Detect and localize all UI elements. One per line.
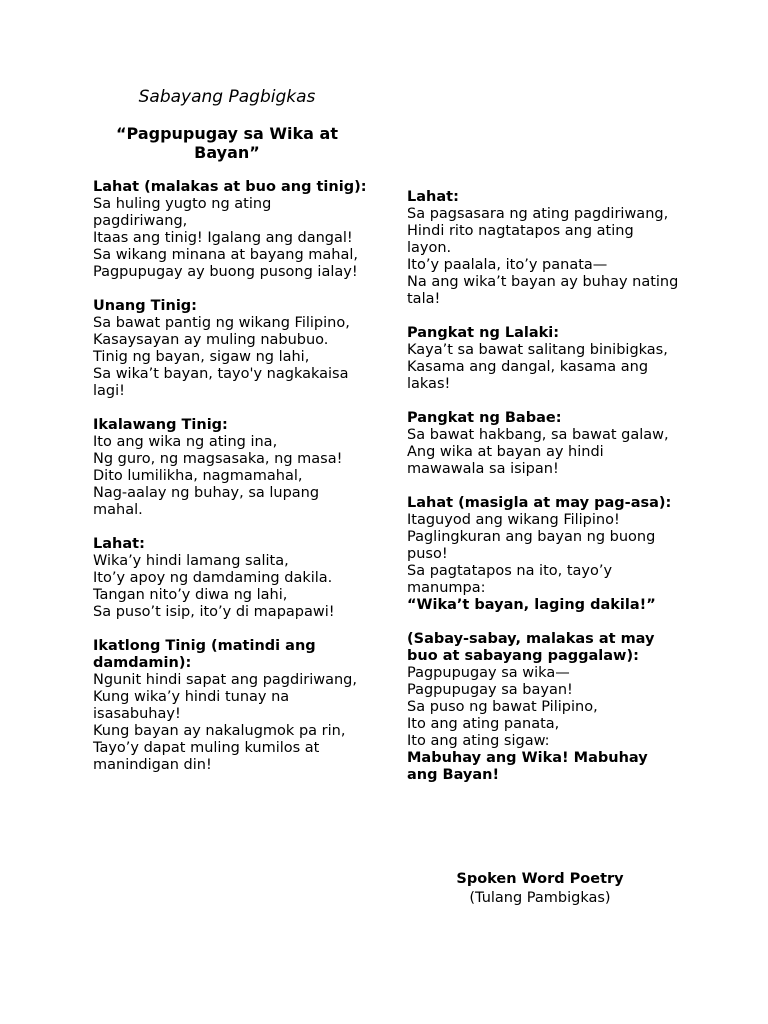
- verse-line: Nag-aalay ng buhay, sa lupang mahal.: [93, 485, 320, 518]
- stanza: [407, 410, 679, 478]
- stanza-speaker: Pangkat ng Babae:: [407, 410, 562, 426]
- verse-line: Ito ang ating panata,: [407, 716, 560, 732]
- stanza: [93, 179, 368, 281]
- stanza-speaker: (Sabay-sabay, malakas at may buo at sabayang paggalaw):: [407, 631, 655, 664]
- footer-subtitle: (Tulang Pambigkas): [469, 890, 611, 906]
- verse-line: Sa puso ng bawat Pilipino,: [407, 699, 598, 715]
- stanza-speaker: Lahat (malakas at buo ang tinig):: [93, 179, 367, 195]
- footer-title: Spoken Word Poetry: [456, 871, 624, 887]
- verse-line: Kung bayan ay nakalugmok pa rin,: [93, 723, 346, 739]
- stanza-speaker: Ikalawang Tinig:: [93, 417, 228, 433]
- verse-line-emphasis: Mabuhay ang Wika! Mabuhay ang Bayan!: [407, 750, 648, 783]
- verse-line: Tayo’y dapat muling kumilos at manindigan din!: [93, 740, 320, 773]
- verse-line: Sa wikang minana at bayang mahal,: [93, 247, 358, 263]
- stanza: [93, 638, 368, 774]
- verse-line: Sa pagsasara ng ating pagdiriwang,: [407, 206, 669, 222]
- verse-line: Dito lumilikha, nagmamahal,: [93, 468, 303, 484]
- stanza-speaker: Pangkat ng Lalaki:: [407, 325, 560, 341]
- verse-line: Sa wika’t bayan, tayo'y nagkakaisa lagi!: [93, 366, 349, 399]
- verse-line: Sa huling yugto ng ating pagdiriwang,: [93, 196, 272, 229]
- document-title: Sabayang Pagbigkas: [138, 87, 316, 107]
- verse-line: Itaguyod ang wikang Filipino!: [407, 512, 620, 528]
- verse-line: Kasama ang dangal, kasama ang lakas!: [407, 359, 649, 392]
- stanza: [407, 189, 679, 308]
- verse-line: Ng guro, ng magsasaka, ng masa!: [93, 451, 343, 467]
- stanza: [93, 417, 368, 519]
- verse-line: Sa bawat pantig ng wikang Filipino,: [93, 315, 350, 331]
- verse-line: Sa pagtatapos na ito, tayo’y manumpa:: [407, 563, 613, 596]
- stanza: [407, 495, 679, 614]
- verse-line: Ito ang ating sigaw:: [407, 733, 550, 749]
- footer: [430, 870, 650, 908]
- left-column: [93, 179, 368, 791]
- verse-line: Pagpupugay sa wika—: [407, 665, 570, 681]
- verse-line: Ito’y paalala, ito’y panata—: [407, 257, 608, 273]
- verse-line: Kaya’t sa bawat salitang binibigkas,: [407, 342, 668, 358]
- verse-line-emphasis: “Wika’t bayan, laging dakila!”: [407, 597, 656, 613]
- verse-line: Itaas ang tinig! Igalang ang dangal!: [93, 230, 353, 246]
- poem-title: “Pagpupugay sa Wika at Bayan”: [116, 124, 338, 162]
- verse-line: Pagpupugay ay buong pusong ialay!: [93, 264, 358, 280]
- verse-line: Kasaysayan ay muling nabubuo.: [93, 332, 329, 348]
- stanza-speaker: Unang Tinig:: [93, 298, 197, 314]
- verse-line: Kung wika’y hindi tunay na isasabuhay!: [93, 689, 290, 722]
- stanza: [93, 298, 368, 400]
- verse-line: Paglingkuran ang bayan ng buong puso!: [407, 529, 656, 562]
- stanza: [407, 631, 679, 784]
- verse-line: Tangan nito’y diwa ng lahi,: [93, 587, 288, 603]
- stanza: [93, 536, 368, 621]
- stanza-speaker: Lahat:: [407, 189, 459, 205]
- verse-line: Ang wika at bayan ay hindi mawawala sa isipan!: [407, 444, 604, 477]
- verse-line: Ito ang wika ng ating ina,: [93, 434, 278, 450]
- stanza: [407, 325, 679, 393]
- verse-line: Sa bawat hakbang, sa bawat galaw,: [407, 427, 669, 443]
- stanza-speaker: Lahat (masigla at may pag-asa):: [407, 495, 672, 511]
- stanza-speaker: Lahat:: [93, 536, 145, 552]
- verse-line: Ito’y apoy ng damdaming dakila.: [93, 570, 333, 586]
- verse-line: Ngunit hindi sapat ang pagdiriwang,: [93, 672, 357, 688]
- verse-line: Tinig ng bayan, sigaw ng lahi,: [93, 349, 310, 365]
- verse-line: Sa puso’t isip, ito’y di mapapawi!: [93, 604, 335, 620]
- verse-line: Wika’y hindi lamang salita,: [93, 553, 289, 569]
- stanza-speaker: Ikatlong Tinig (matindi ang damdamin):: [93, 638, 316, 671]
- verse-line: Pagpupugay sa bayan!: [407, 682, 573, 698]
- verse-line: Na ang wika’t bayan ay buhay nating tala!: [407, 274, 679, 307]
- verse-line: Hindi rito nagtatapos ang ating layon.: [407, 223, 634, 256]
- right-column: [407, 189, 679, 801]
